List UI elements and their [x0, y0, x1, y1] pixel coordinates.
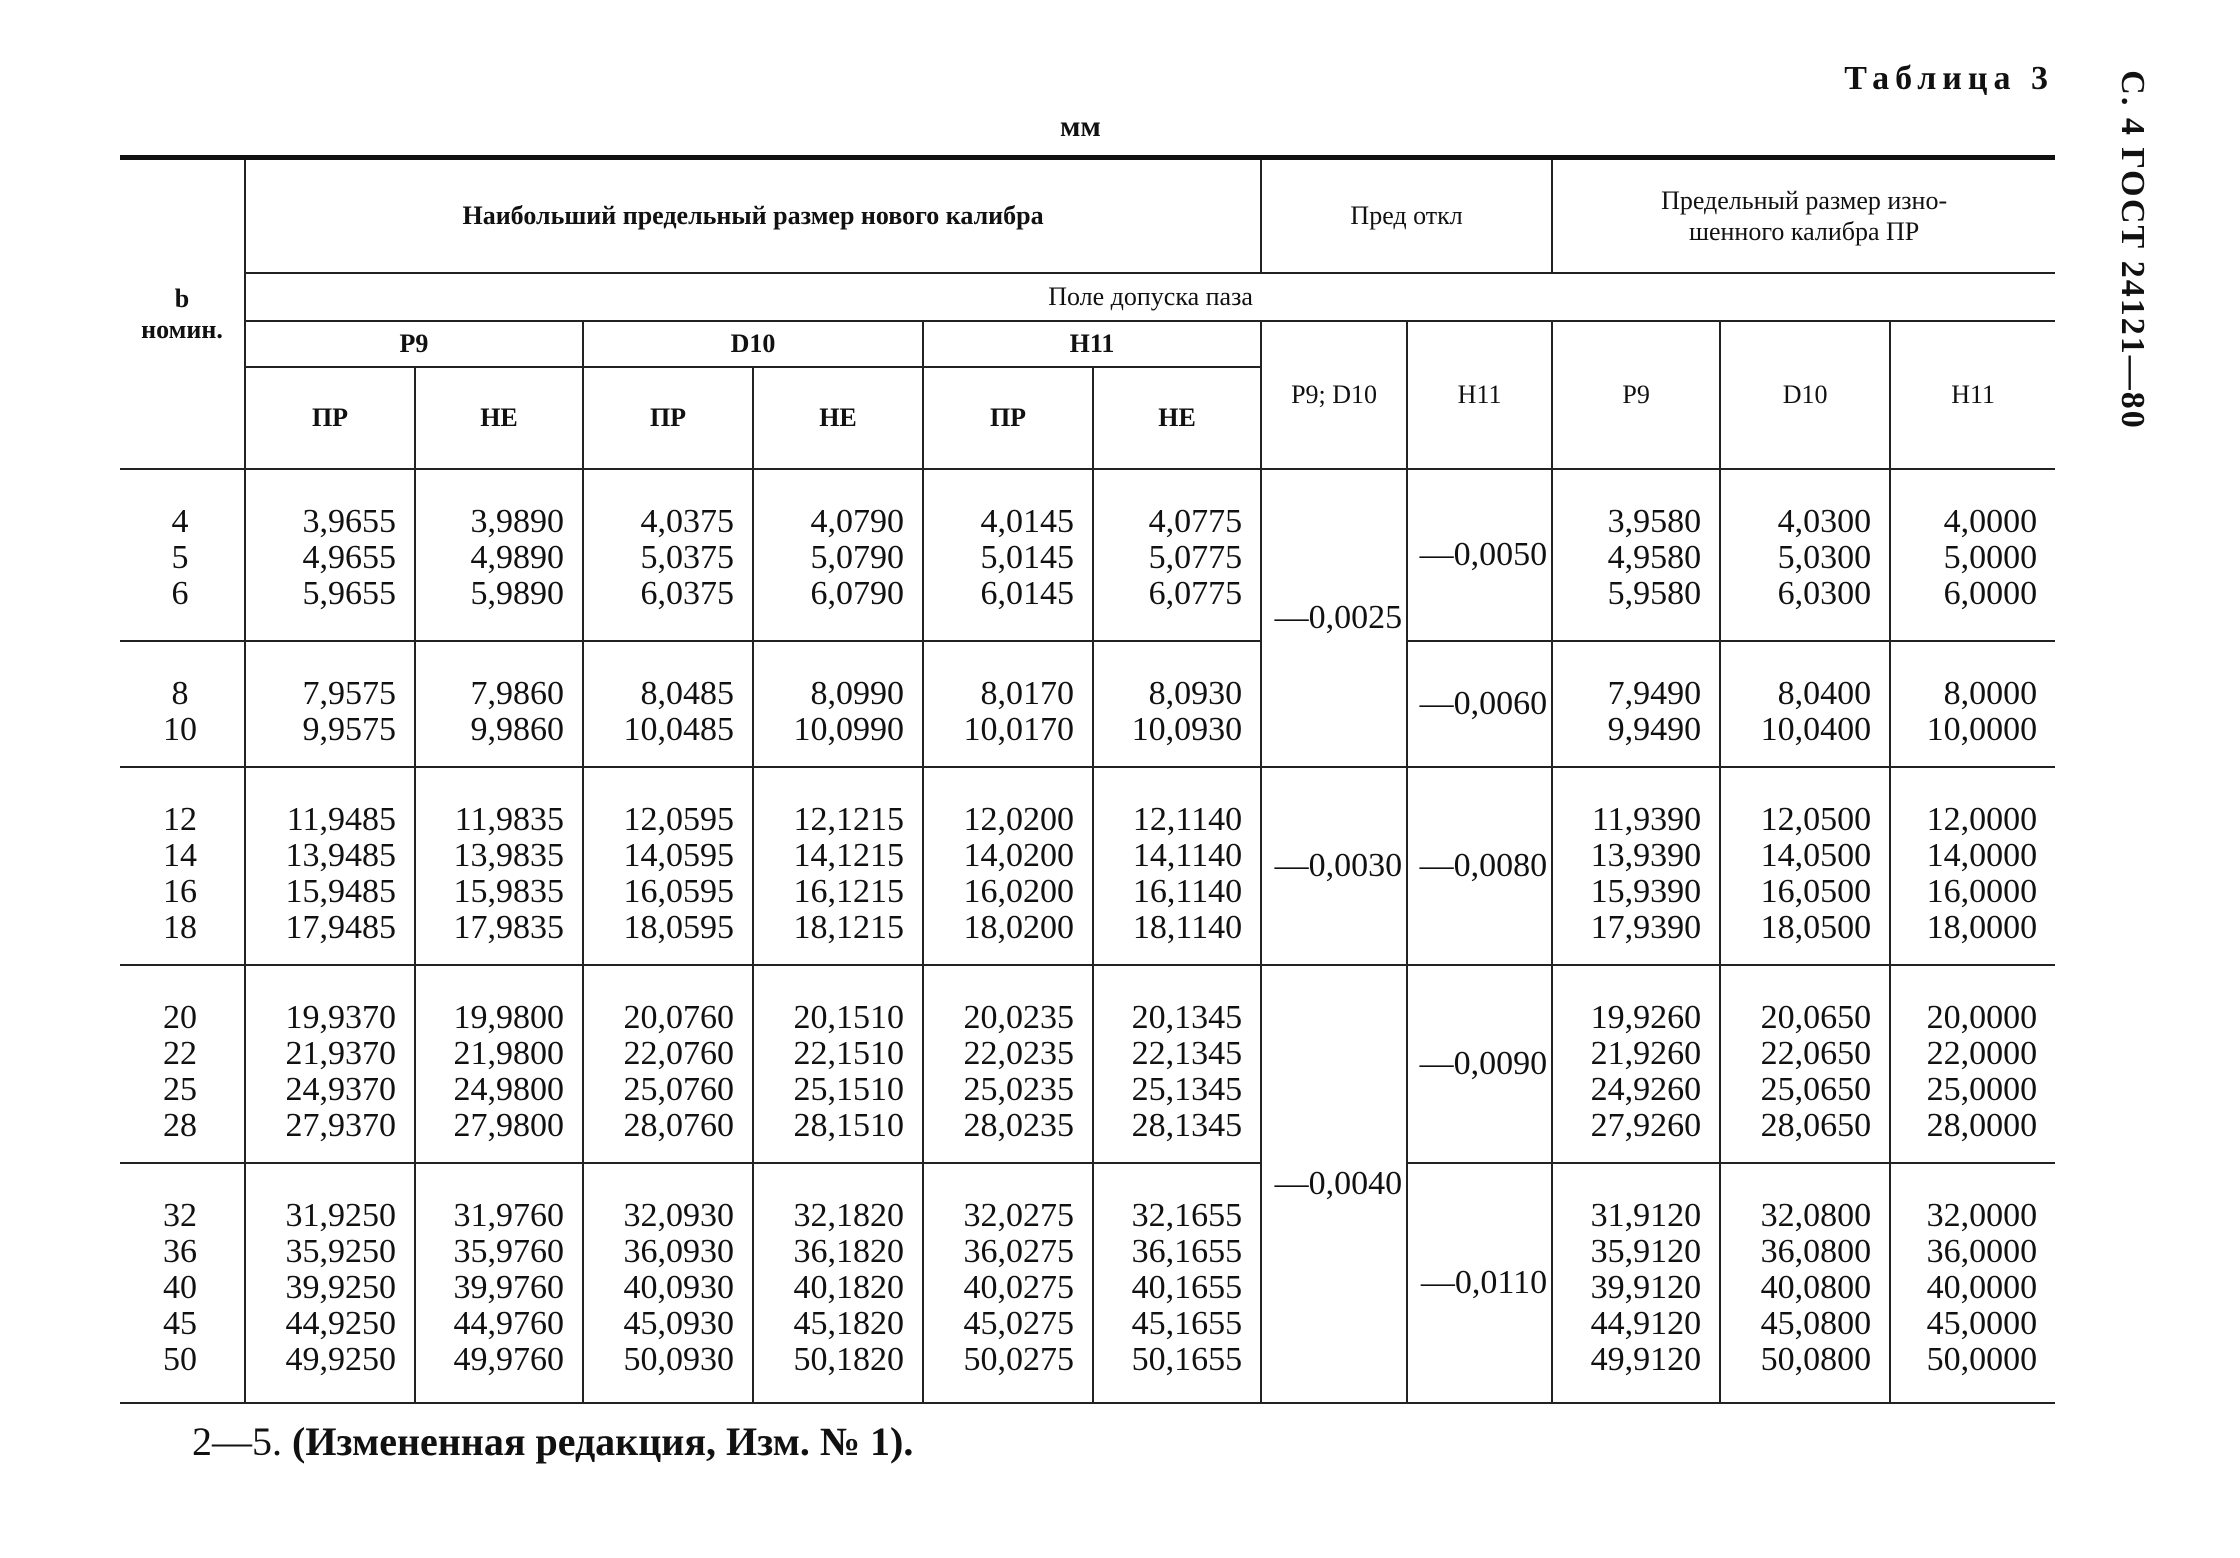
header-worn-calibre: Предельный размер изно- шенного калибра ПР	[1552, 158, 2055, 273]
cell-worn-p9: 11,9390 13,9390 15,9390 17,9390	[1552, 767, 1720, 965]
cell-b: 4 5 6	[120, 469, 245, 641]
cell-d10-pr: 8,0485 10,0485	[583, 641, 753, 767]
cell-p9-ne: 7,9860 9,9860	[415, 641, 583, 767]
cell-p9-ne: 19,9800 21,9800 24,9800 27,9800	[415, 965, 583, 1163]
cell-worn-p9: 3,9580 4,9580 5,9580	[1552, 469, 1720, 641]
header-d10-ne: НЕ	[753, 367, 923, 469]
header-tolerance-field: Поле допуска паза	[245, 273, 2055, 321]
header-deviation: Пред откл	[1261, 158, 1552, 273]
cell-dev-h11: —0,0060	[1407, 641, 1552, 767]
cell-h11-pr: 8,0170 10,0170	[923, 641, 1093, 767]
cell-worn-d10: 32,0800 36,0800 40,0800 45,0800 50,0800	[1720, 1163, 1890, 1403]
cell-worn-h11: 8,0000 10,0000	[1890, 641, 2055, 767]
header-p9-ne: НЕ	[415, 367, 583, 469]
cell-b: 20 22 25 28	[120, 965, 245, 1163]
cell-dev-p9-d10: —0,0025	[1261, 469, 1407, 767]
cell-d10-ne: 32,1820 36,1820 40,1820 45,1820 50,1820	[753, 1163, 923, 1403]
cell-p9-pr: 31,9250 35,9250 39,9250 44,9250 49,9250	[245, 1163, 415, 1403]
cell-dev-h11: —0,0090	[1407, 965, 1552, 1163]
cell-p9-pr: 3,9655 4,9655 5,9655	[245, 469, 415, 641]
dimensions-table	[120, 155, 2055, 1404]
cell-worn-d10: 12,0500 14,0500 16,0500 18,0500	[1720, 767, 1890, 965]
table-row	[120, 641, 2055, 767]
header-new-calibre: Наибольший предельный размер нового калибра	[245, 158, 1261, 273]
cell-p9-pr: 7,9575 9,9575	[245, 641, 415, 767]
cell-p9-pr: 11,9485 13,9485 15,9485 17,9485	[245, 767, 415, 965]
cell-h11-ne: 32,1655 36,1655 40,1655 45,1655 50,1655	[1093, 1163, 1261, 1403]
cell-dev-p9-d10: —0,0030	[1261, 767, 1407, 965]
header-d10: D10	[583, 321, 923, 367]
table-row	[120, 767, 2055, 965]
cell-h11-ne: 20,1345 22,1345 25,1345 28,1345	[1093, 965, 1261, 1163]
cell-worn-h11: 4,0000 5,0000 6,0000	[1890, 469, 2055, 641]
header-p9: P9	[245, 321, 583, 367]
header-b-nom: b номин.	[120, 158, 245, 469]
unit-label: мм	[1060, 110, 1101, 143]
cell-worn-h11: 32,0000 36,0000 40,0000 45,0000 50,0000	[1890, 1163, 2055, 1403]
header-h11: H11	[923, 321, 1261, 367]
cell-b: 32 36 40 45 50	[120, 1163, 245, 1403]
header-worn-h11: H11	[1890, 321, 2055, 469]
header-h11-ne: НЕ	[1093, 367, 1261, 469]
cell-b: 12 14 16 18	[120, 767, 245, 965]
cell-worn-h11: 12,0000 14,0000 16,0000 18,0000	[1890, 767, 2055, 965]
cell-d10-pr: 20,0760 22,0760 25,0760 28,0760	[583, 965, 753, 1163]
table-row	[120, 965, 2055, 1163]
cell-d10-ne: 20,1510 22,1510 25,1510 28,1510	[753, 965, 923, 1163]
table-row	[120, 1163, 2055, 1403]
cell-h11-pr: 4,0145 5,0145 6,0145	[923, 469, 1093, 641]
table-name: Таблица 3	[1844, 60, 2054, 97]
cell-dev-h11: —0,0080	[1407, 767, 1552, 965]
cell-dev-h11: —0,0110	[1407, 1163, 1552, 1403]
cell-worn-d10: 4,0300 5,0300 6,0300	[1720, 469, 1890, 641]
cell-h11-ne: 12,1140 14,1140 16,1140 18,1140	[1093, 767, 1261, 965]
header-dev-p9-d10: P9; D10	[1261, 321, 1407, 469]
cell-d10-pr: 4,0375 5,0375 6,0375	[583, 469, 753, 641]
cell-p9-pr: 19,9370 21,9370 24,9370 27,9370	[245, 965, 415, 1163]
cell-b: 8 10	[120, 641, 245, 767]
cell-d10-pr: 32,0930 36,0930 40,0930 45,0930 50,0930	[583, 1163, 753, 1403]
cell-h11-ne: 8,0930 10,0930	[1093, 641, 1261, 767]
cell-p9-ne: 3,9890 4,9890 5,9890	[415, 469, 583, 641]
cell-h11-pr: 12,0200 14,0200 16,0200 18,0200	[923, 767, 1093, 965]
cell-worn-h11: 20,0000 22,0000 25,0000 28,0000	[1890, 965, 2055, 1163]
cell-p9-ne: 11,9835 13,9835 15,9835 17,9835	[415, 767, 583, 965]
cell-d10-pr: 12,0595 14,0595 16,0595 18,0595	[583, 767, 753, 965]
cell-d10-ne: 12,1215 14,1215 16,1215 18,1215	[753, 767, 923, 965]
header-dev-h11: H11	[1407, 321, 1552, 469]
cell-worn-p9: 7,9490 9,9490	[1552, 641, 1720, 767]
header-p9-pr: ПР	[245, 367, 415, 469]
cell-d10-ne: 8,0990 10,0990	[753, 641, 923, 767]
header-worn-d10: D10	[1720, 321, 1890, 469]
footnote	[192, 1418, 913, 1465]
cell-dev-h11: —0,0050	[1407, 469, 1552, 641]
cell-worn-p9: 31,9120 35,9120 39,9120 44,9120 49,9120	[1552, 1163, 1720, 1403]
side-running-header: С. 4 ГОСТ 24121—80	[2114, 70, 2151, 430]
footnote-text: (Измененная редакция, Изм. № 1).	[292, 1419, 914, 1464]
cell-worn-p9: 19,9260 21,9260 24,9260 27,9260	[1552, 965, 1720, 1163]
header-d10-pr: ПР	[583, 367, 753, 469]
table-row	[120, 469, 2055, 641]
cell-dev-p9-d10: —0,0040	[1261, 965, 1407, 1403]
header-worn-p9: P9	[1552, 321, 1720, 469]
cell-h11-pr: 32,0275 36,0275 40,0275 45,0275 50,0275	[923, 1163, 1093, 1403]
cell-d10-ne: 4,0790 5,0790 6,0790	[753, 469, 923, 641]
cell-p9-ne: 31,9760 35,9760 39,9760 44,9760 49,9760	[415, 1163, 583, 1403]
cell-worn-d10: 20,0650 22,0650 25,0650 28,0650	[1720, 965, 1890, 1163]
cell-h11-pr: 20,0235 22,0235 25,0235 28,0235	[923, 965, 1093, 1163]
cell-worn-d10: 8,0400 10,0400	[1720, 641, 1890, 767]
footnote-number: 2—5.	[192, 1419, 282, 1464]
header-h11-pr: ПР	[923, 367, 1093, 469]
cell-h11-ne: 4,0775 5,0775 6,0775	[1093, 469, 1261, 641]
